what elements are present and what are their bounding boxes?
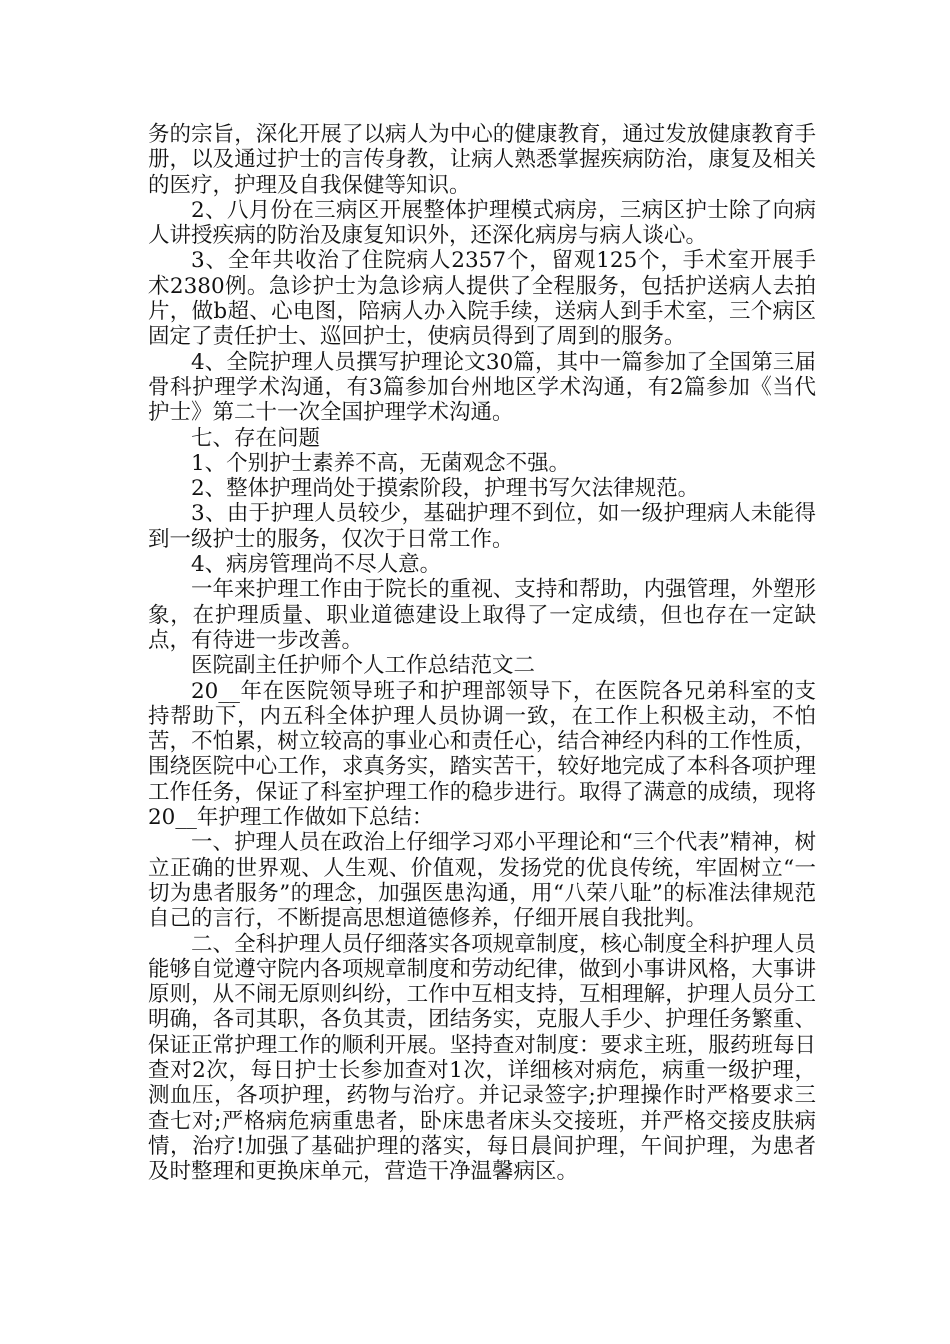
paragraph-conclusion: 一年来护理工作由于院长的重视、支持和帮助，内强管理，外塑形象，在护理质量、职业道德建设上取得了一定成绩，但也存在一定缺点，有待进一步改善。 <box>148 577 816 653</box>
problem-item-3: 3、由于护理人员较少，基础护理不到位，如一级护理病人未能得到一级护士的服务，仅次于日常工作。 <box>148 501 816 552</box>
paragraph-item-4: 4、全院护理人员撰写护理论文30篇，其中一篇参加了全国第三届骨科护理学术沟通，有3篇参加台州地区学术沟通，有2篇参加《当代护士》第二十一次全国护理学术沟通。 <box>148 349 816 426</box>
paragraph-section-one: 一、护理人员在政治上仔细学习邓小平理论和“三个代表”精神，树立正确的世界观、人生观、价值观，发扬党的优良传统，牢固树立“一切为患者服务”的理念，加强医患沟通，用“八荣八耻”的标准法律规范自己的言行，不断提高思想道德修养，仔细开展自我批判。 <box>148 830 816 932</box>
problem-item-1: 1、个别护士素养不高，无菌观念不强。 <box>191 450 571 476</box>
paragraph-item-3: 3、全年共收治了住院病人2357个，留观125个，手术室开展手术2380例。急诊护士为急诊病人提供了全程服务，包括护送病人去拍片，做b超、心电图，陪病人办入院手续，送病人到手术室，三个病区固定了责任护士、巡回护士，使病员得到了周到的服务。 <box>148 248 816 350</box>
section-title-sample-two: 医院副主任护师个人工作总结范文二 <box>191 653 536 679</box>
paragraph-intro: 20__年在医院领导班子和护理部领导下，在医院各兄弟科室的支持帮助下，内五科全体护理人员协调一致，在工作上积极主动，不怕苦，不怕累，树立较高的事业心和责任心，结合神经内科的工作性质，围绕医院中心工作，求真务实，踏实苦干，较好地完成了本科各项护理工作任务，保证了科室护理工作的稳步进行。取得了满意的成绩，现将20__年护理工作做如下总结： <box>148 678 816 831</box>
paragraph-continuation: 务的宗旨，深化开展了以病人为中心的健康教育，通过发放健康教育手册，以及通过护士的言传身教，让病人熟悉掌握疾病防治，康复及相关的医疗，护理及自我保健等知识。 <box>148 122 816 198</box>
paragraph-section-two: 二、全科护理人员仔细落实各项规章制度，核心制度全科护理人员能够自觉遵守院内各项规章制度和劳动纪律，做到小事讲风格，大事讲原则，从不闹无原则纠纷，工作中互相支持，互相理解，护理人员分工明确，各司其职，各负其责，团结务实，克服人手少、护理任务繁重、保证正常护理工作的顺利开展。坚持查对制度：要求主班，服药班每日查对2次，每日护士长参加查对1次，详细核对病危，病重一级护理，测血压，各项护理，药物与治疗。并记录签字;护理操作时严格要求三查七对;严格病危病重患者，卧床患者床头交接班，并严格交接皮肤病情，治疗!加强了基础护理的落实，每日晨间护理，午间护理，为患者及时整理和更换床单元，营造干净温馨病区。 <box>148 931 816 1185</box>
document-body <box>148 122 816 1184</box>
problem-item-2: 2、整体护理尚处于摸索阶段，护理书写欠法律规范。 <box>191 476 700 502</box>
problem-item-4: 4、病房管理尚不尽人意。 <box>191 552 442 578</box>
paragraph-item-2: 2、八月份在三病区开展整体护理模式病房，三病区护士除了向病人讲授疾病的防治及康复知识外，还深化病房与病人谈心。 <box>148 197 816 249</box>
section-heading-problems: 七、存在问题 <box>191 425 321 451</box>
